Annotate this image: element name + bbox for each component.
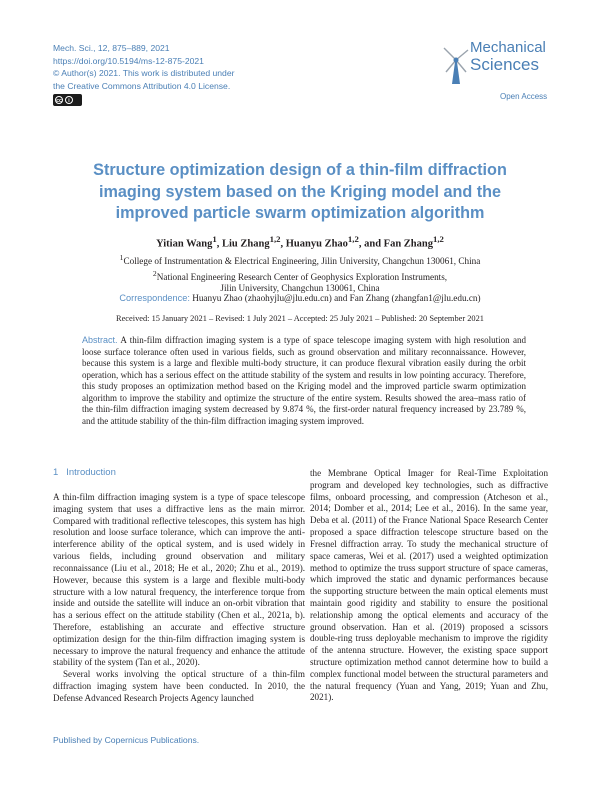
author-name: Liu Zhang <box>222 238 270 250</box>
open-access-label: Open Access <box>500 92 548 101</box>
affiliation-line: $^1$College of Instrumentation & Electrical Engineering, Jilin University, Changchun 130061, China <box>119 253 481 267</box>
abstract <box>82 335 526 427</box>
author-affiliation-marker: 1,2 <box>347 234 359 244</box>
author-name: Yitian Wang <box>156 238 213 250</box>
body-column-left <box>53 492 305 705</box>
affiliation-line: Jilin University, Changchun 130061, China <box>220 283 380 294</box>
section-heading-introduction <box>53 467 116 478</box>
correspondence <box>60 293 540 303</box>
journal-name-line2: Sciences <box>470 55 539 74</box>
author-list: Yitian Wang$^1$, Liu Zhang$^{1,2}$, Huanyu Zhao$^{1,2}$, and Fan Zhang$^{1,2}$ <box>156 234 444 250</box>
author-affiliation-marker: 1,2 <box>269 234 281 244</box>
journal-name <box>470 40 560 74</box>
body-paragraph: Several works involving the optical structure of a thin-film diffraction imaging system have been conducted. In 2010, the Defense Advanced Research Projects Agency launched <box>53 669 305 703</box>
cc-icon: cc <box>56 98 62 104</box>
citation: Mech. Sci., 12, 875–889, 2021 <box>53 43 170 53</box>
abstract-text: A thin-film diffraction imaging system is a type of space telescope imaging system with high resolution and loose surface tolerance often used in various fields, such as ground observation and military reconnaissance. However, because this system is a large and flexible multi-body structure, it can produce flexural vibration easily during the orbit operation, which has a serious effect on the attitude stability of the system and results in low pointing accuracy. Therefore, this study proposes an optimization method based on the Kriging model and the improved particle swarm optimization algorithm to improve the stability and optimize the structure of the entire system. Results showed the area–mass ratio of the thin-film diffraction imaging system decreased by 9.874 %, the first-order natural frequency increased by 23.789 %, and the attitude stability of the thin-film diffraction imaging system improved. <box>82 335 526 426</box>
body-column-right <box>310 468 548 704</box>
author-affiliation-marker: 1,2 <box>432 234 444 244</box>
affiliation-line: $^2$National Engineering Research Center of Geophysics Exploration Instruments, <box>152 268 448 282</box>
journal-name-line1: Mechanical <box>470 39 546 56</box>
windmill-logo-icon <box>436 42 472 86</box>
license-link[interactable]: the Creative Commons Attribution 4.0 License. <box>53 80 231 91</box>
paper-title: Structure optimization design of a thin-film diffraction imaging system based on the Kriging model and the improved particle swarm optimization algorithm <box>93 161 507 222</box>
doi-link[interactable]: https://doi.org/10.5194/ms-12-875-2021 <box>53 55 204 66</box>
article-metadata <box>53 42 313 92</box>
section-number: 1 <box>53 467 59 478</box>
copyright-notice: © Author(s) 2021. This work is distributed under <box>53 68 235 78</box>
body-paragraph: A thin-film diffraction imaging system is a type of space telescope imaging system that uses a diffractive lens as the main mirror. Compared with traditional reflective telescopes, this system has high resolution and loose surface tolerance, which can improve the anti-interference ability of the optical system, and is used widely in various fields, including ground observation and military reconnaissance (Liu et al., 2018; He et al., 2020; Zhu et al., 2019). However, because this system is a large and flexible multi-body structure with a low natural frequency, the interference torque from inside and outside the satellite will induce an on-orbit vibration that has a serious effect on the attitude stability (Chen et al., 2021a, b). Therefore, establishing an accurate and effective structure optimization design for the thin-film diffraction imaging system is necessary to improve the natural frequency and enhance the attitude stability of the system (Tan et al., 2020). <box>53 492 305 668</box>
section-title: Introduction <box>66 467 116 478</box>
correspondence-label: Correspondence: <box>119 293 190 303</box>
correspondence-emails[interactable]: Huanyu Zhao (zhaohyjlu@jlu.edu.cn) and Fan Zhang (zhangfan1@jlu.edu.cn) <box>192 293 481 303</box>
publication-dates: Received: 15 January 2021 – Revised: 1 July 2021 – Accepted: 25 July 2021 – Published: 20 September 2021 <box>116 314 484 323</box>
author-name: Huanyu Zhao <box>285 238 348 250</box>
author-name: Fan Zhang <box>383 238 433 250</box>
publisher-footer: Published by Copernicus Publications. <box>53 735 200 745</box>
body-paragraph: the Membrane Optical Imager for Real-Time Exploitation program and developed key technologies, such as diffractive films, onboard processing, and compression (Atcheson et al., 2014; Domber et al., 2014; Lee et al., 2016). In the same year, Deba et al. (2011) of the France National Space Research Center proposed a space diffraction telescope structure based on the Fresnel diffraction array. To study the mechanical structure of space cameras, Wei et al. (2017) used a weighted optimization method to optimize the truss support structure of space cameras, which improved the static and dynamic performances because the supporting structure between the main optical elements must maintain good rigidity and stability to ensure the positional relationship among the optical elements and accuracy of the ground observation. Han et al. (2019) proposed a scissors double-ring truss deployable mechanism to improve the rigidity of the antenna structure. However, the existing space support structure optimization method cannot determine how to build a complex functional model between the structural parameters and the natural frequency (Yuan and Yang, 2019; Yuan and Zhu, 2021). <box>310 468 548 703</box>
by-icon: i <box>65 96 73 104</box>
abstract-label: Abstract. <box>82 335 118 345</box>
author-affiliation-marker: 1 <box>212 234 217 244</box>
cc-by-license-badge[interactable] <box>53 94 82 106</box>
affiliations <box>60 252 540 295</box>
